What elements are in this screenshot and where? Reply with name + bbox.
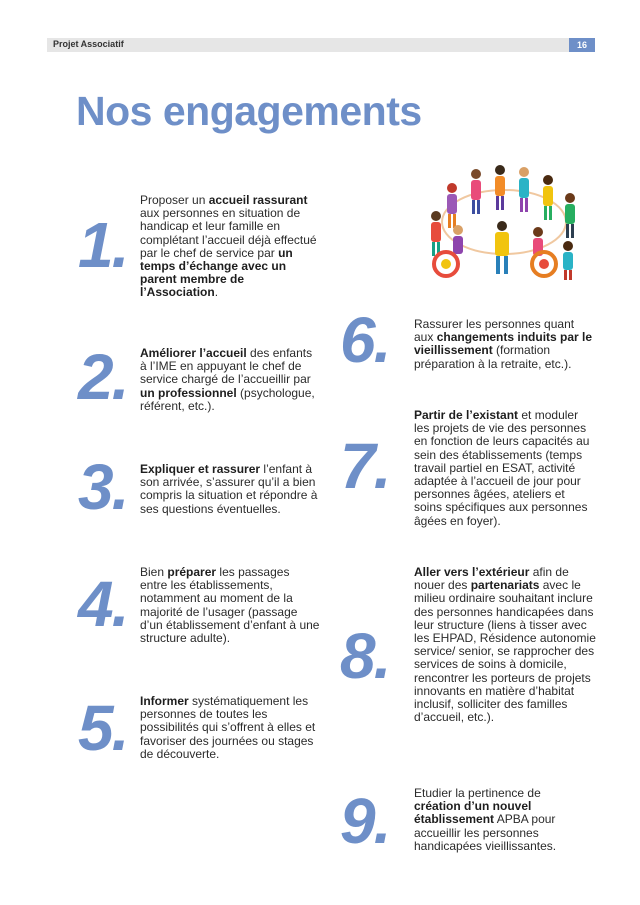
- text-part: Rassurer les personnes quant aux: [414, 317, 575, 345]
- text-part: (formation préparation à la retraite, etc.).: [414, 343, 572, 371]
- engagement-text: [140, 463, 320, 516]
- text-part-bold: un professionnel: [140, 385, 237, 400]
- engagement-number: 2.: [78, 341, 128, 413]
- engagement-text: [414, 318, 594, 371]
- text-part: afin de nouer des: [414, 565, 569, 593]
- engagement-text: [140, 194, 320, 300]
- engagement-text: [140, 347, 320, 413]
- header-label: Projet Associatif: [53, 39, 124, 49]
- text-part-bold: Aller vers l’extérieur: [414, 565, 530, 579]
- engagement-number: 3.: [78, 451, 128, 523]
- engagement-number: 4.: [78, 568, 128, 640]
- engagement-text: [140, 695, 320, 761]
- engagement-number: 1.: [78, 209, 128, 281]
- text-part: et moduler les projets de vie des personnes en fonction de leurs capacités au sein des établissements (temps travail partiel en ESAT, activité adaptée à l’accueil de jour pour personnes âgées, ateliers et soins spécifiques aux personnes âgées en foyer).: [414, 408, 590, 528]
- text-part-bold: un temps d’échange avec un parent membre de l’Association: [140, 245, 293, 300]
- engagement-number: 8.: [340, 620, 390, 692]
- header-bar: [47, 38, 595, 52]
- page-title: Nos engagements: [76, 88, 422, 134]
- text-part-bold: Expliquer et rassurer: [140, 462, 261, 476]
- engagement-text: [414, 787, 590, 853]
- engagement-text: [414, 409, 596, 528]
- text-part: Etudier la pertinence de: [414, 786, 541, 800]
- engagement-number: 7.: [340, 430, 390, 502]
- engagement-text: [414, 566, 600, 724]
- text-part-bold: préparer: [167, 565, 217, 579]
- text-part: les passages entre les établissements, notamment au moment de la majorité de l’usager (passage d’un établissement d’enfant à une structure adulte).: [140, 565, 320, 646]
- engagement-number: 9.: [340, 785, 390, 857]
- text-part-bold: Informer: [140, 694, 189, 708]
- text-part: l’enfant à son arrivée, s’assurer qu’il a bien compris la situation et répondre à ses questions éventuelles.: [140, 462, 318, 516]
- text-part: aux personnes en situation de handicap et leur famille en complétant l’accueil déjà effectué par le chef de service par: [140, 206, 317, 260]
- text-part: Proposer un: [140, 193, 209, 207]
- text-part: des enfants à l’IME en appuyant le chef de service chargé de l’accueillir par: [140, 346, 313, 387]
- text-part: APBA pour accueillir les personnes handicapées vieillissantes.: [414, 812, 557, 853]
- engagement-number: 5.: [78, 692, 128, 764]
- engagement-text: [140, 566, 320, 645]
- text-part-bold: accueil rassurant: [208, 193, 308, 207]
- text-part: (psychologue, référent, etc.).: [140, 385, 315, 413]
- text-part-bold: Partir de l’existant: [414, 408, 519, 422]
- text-part: avec le milieu ordinaire souhaitant inclure des personnes handicapées dans leur structure (liens à tisser avec les EHPAD, Résidence autonomie service/ senior, se rapprocher des services de soins à domicile, rencontrer les porteurs de projets innovants en matière d’habitat inclusif, solliciter des familles d’accueil, etc.).: [414, 578, 596, 725]
- text-part: .: [214, 285, 219, 300]
- text-part-bold: création d’un nouvel établissement: [414, 799, 532, 827]
- text-part: Bien: [140, 565, 168, 579]
- engagement-number: 6.: [340, 304, 390, 376]
- text-part: systématiquement les personnes de toutes les possibilités qui s’offrent à elles et favoriser des journées ou stages de découverte.: [140, 694, 316, 761]
- people-circle-illustration: [418, 160, 590, 282]
- page-number: 16: [569, 38, 595, 52]
- text-part-bold: partenariats: [470, 578, 540, 593]
- text-part-bold: Améliorer l’accueil: [140, 346, 247, 360]
- text-part-bold: changements induits par le vieillissement: [414, 330, 593, 358]
